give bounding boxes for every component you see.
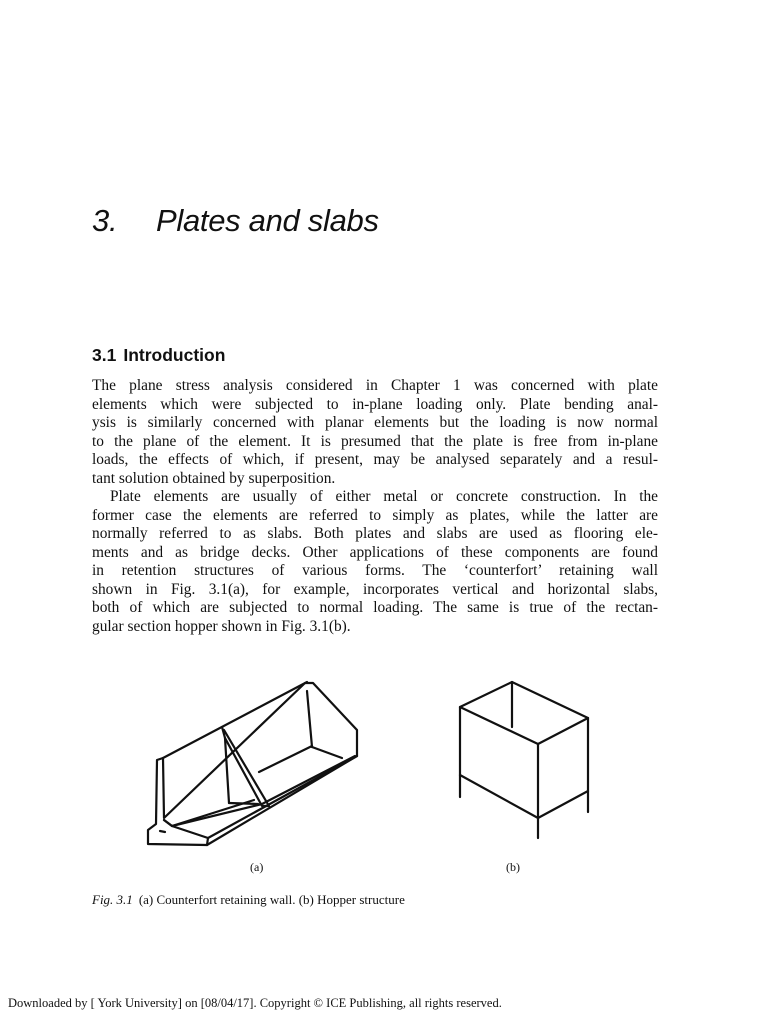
text-line: gular section hopper shown in Fig. 3.1(b). — [92, 617, 351, 635]
figure-label-b: (b) — [506, 860, 520, 874]
figure-caption-text: (a) Counterfort retaining wall. (b) Hopper structure — [138, 892, 405, 907]
section-number: 3.1 — [92, 345, 117, 365]
figure-label-a: (a) — [250, 860, 264, 874]
text-line: loads, the effects of which, if present, may be analysed separately and a resul- — [92, 451, 658, 468]
text-line: former case the elements are referred to simply as plates, while the latter are — [92, 506, 658, 524]
text-line: normally referred to as slabs. Both plates and slabs are used as flooring ele- — [92, 525, 658, 542]
hopper-structure-drawing — [460, 682, 588, 838]
text-line: tant solution obtained by superposition. — [92, 469, 336, 487]
download-footer: Downloaded by [ York University] on [08/04/17]. Copyright © ICE Publishing, all rights reserved. — [8, 996, 502, 1010]
text-line: both of which are subjected to normal loading. The same is true of the rectan- — [92, 599, 658, 616]
text-line: Plate elements are usually of either metal or concrete construction. In the — [110, 488, 658, 505]
text-line: to the plane of the element. It is presumed that the plate is free from in-plane — [92, 432, 658, 450]
figure-caption-label: Fig. 3.1 — [92, 892, 133, 907]
text-line: The plane stress analysis considered in Chapter 1 was concerned with plate — [92, 377, 658, 394]
text-line: elements which were subjected to in-plane loading only. Plate bending anal- — [92, 395, 658, 413]
chapter-title-text: Plates and slabs — [156, 203, 379, 238]
text-line: in retention structures of various forms. The ‘counterfort’ retaining wall — [92, 562, 658, 579]
text-line: shown in Fig. 3.1(a), for example, incorporates vertical and horizontal slabs, — [92, 580, 658, 598]
text-line: ysis is similarly concerned with planar elements but the loading is now normal — [92, 414, 658, 431]
figure-caption — [92, 892, 405, 908]
counterfort-retaining-wall-drawing — [148, 682, 357, 845]
chapter-number: 3. — [92, 203, 118, 238]
section-title-text: Introduction — [123, 345, 226, 365]
text-line: ments and as bridge decks. Other applications of these components are found — [92, 543, 658, 561]
